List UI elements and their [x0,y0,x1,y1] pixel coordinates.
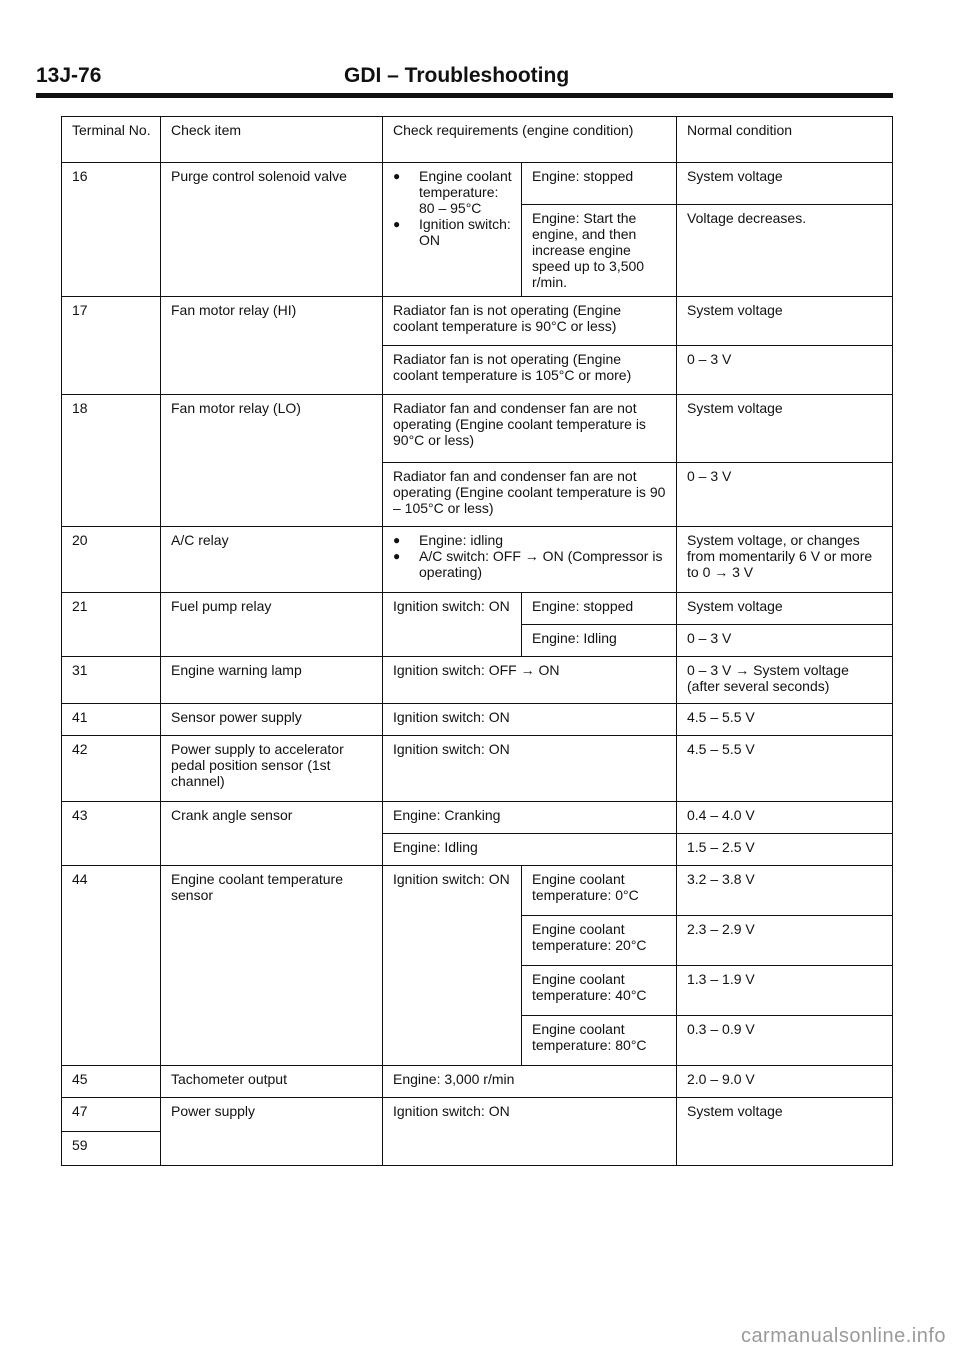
check-item-cell: Sensor power supply [161,704,383,736]
check-item-cell: Purge control solenoid valve [161,163,383,297]
bullet-dot-icon: ● [393,217,401,231]
terminal-cell: 31 [62,657,161,704]
table-row [62,395,893,463]
col-header-normal: Normal condition [677,117,893,163]
table-row [62,866,893,916]
check-item-cell: Fan motor relay (HI) [161,297,383,395]
requirement-cell: Radiator fan is not operating (Engine coolant temperature is 90°C or less) [383,297,677,346]
normal-cell: 0.3 – 0.9 V [677,1016,893,1066]
table-header-row [62,117,893,163]
table-row [62,736,893,802]
header-rule [36,93,893,98]
normal-cell: System voltage [677,163,893,205]
sub-condition-cell: Engine coolant temperature: 40°C [522,966,677,1016]
normal-cell: 2.3 – 2.9 V [677,916,893,966]
normal-cell: 1.5 – 2.5 V [677,834,893,866]
col-header-terminal: Terminal No. [62,117,161,163]
normal-cell: System voltage [677,297,893,346]
bullet-line [393,168,512,216]
normal-cell: 0 – 3 V [677,346,893,395]
table-row [62,1098,893,1132]
table-row [62,657,893,704]
bullet-dot-icon: ● [393,169,401,183]
table-row [62,593,893,625]
terminal-cell: 42 [62,736,161,802]
normal-cell: 0 – 3 V [677,463,893,527]
page-footer-area [0,1230,960,1358]
check-item-cell: Engine warning lamp [161,657,383,704]
sub-condition-cell: Engine coolant temperature: 0°C [522,866,677,916]
requirement-text: Ignition switch: ON [419,216,511,248]
requirement-cell: Radiator fan and condenser fan are not operating (Engine coolant temperature is 90 – 105°C or less) [383,463,677,527]
check-item-cell: Power supply [161,1098,383,1166]
normal-cell: 1.3 – 1.9 V [677,966,893,1016]
requirement-cell: Ignition switch: ON [383,593,522,657]
requirement-cell: Ignition switch: OFF → ON [383,657,677,704]
requirement-cell: Radiator fan and condenser fan are not operating (Engine coolant temperature is 90°C or less) [383,395,677,463]
terminal-cell: 41 [62,704,161,736]
requirement-cell: Engine: Cranking [383,802,677,834]
page-number: 13J-76 [36,64,102,87]
sub-condition-cell: Engine: stopped [522,593,677,625]
check-item-cell: Fan motor relay (LO) [161,395,383,527]
sub-condition-cell: Engine: Idling [522,625,677,657]
terminal-cell: 45 [62,1066,161,1098]
sub-condition-cell: Engine coolant temperature: 80°C [522,1016,677,1066]
normal-cell: 4.5 – 5.5 V [677,704,893,736]
bullet-line [393,216,512,248]
requirement-cell: Engine: 3,000 r/min [383,1066,677,1098]
requirement-cell: Ignition switch: ON [383,1098,677,1166]
requirement-text: Engine: idling [419,532,504,548]
sub-condition-cell: Engine coolant temperature: 20°C [522,916,677,966]
normal-cell: System voltage [677,395,893,463]
check-item-cell: Crank angle sensor [161,802,383,866]
bullet-line [393,532,667,548]
requirement-cell: Ignition switch: ON [383,866,522,1066]
table-row [62,704,893,736]
requirement-cell: Ignition switch: ON [383,704,677,736]
normal-cell: System voltage [677,1098,893,1166]
table-row [62,1066,893,1098]
terminal-cell: 17 [62,297,161,395]
bullet-dot-icon: ● [393,533,401,547]
table-row [62,802,893,834]
normal-cell: 3.2 – 3.8 V [677,866,893,916]
requirement-cell: Engine: Idling [383,834,677,866]
sub-condition-cell: Engine: Start the engine, and then increase engine speed up to 3,500 r/min. [522,205,677,297]
requirement-text: A/C switch: OFF → ON (Compressor is operating) [419,548,663,580]
table-row [62,527,893,593]
check-item-cell: Fuel pump relay [161,593,383,657]
terminal-cell: 43 [62,802,161,866]
normal-cell: System voltage [677,593,893,625]
page-title: GDI – Troubleshooting [344,64,570,87]
requirement-cell [383,163,522,297]
terminal-cell: 44 [62,866,161,1066]
check-item-cell: Tachometer output [161,1066,383,1098]
normal-cell: System voltage, or changes from momentarily 6 V or more to 0 → 3 V [677,527,893,593]
check-item-cell: Power supply to accelerator pedal position sensor (1st channel) [161,736,383,802]
normal-cell: 0.4 – 4.0 V [677,802,893,834]
requirement-cell: Ignition switch: ON [383,736,677,802]
col-header-check-item: Check item [161,117,383,163]
check-item-cell: A/C relay [161,527,383,593]
watermark: carmanualsonline.info [740,1325,946,1347]
normal-cell: 0 – 3 V → System voltage (after several seconds) [677,657,893,704]
table-row [62,163,893,205]
terminal-cell: 59 [62,1132,161,1166]
normal-cell: 2.0 – 9.0 V [677,1066,893,1098]
terminal-cell: 18 [62,395,161,527]
bullet-line [393,548,667,580]
check-item-cell: Engine coolant temperature sensor [161,866,383,1066]
bullet-dot-icon: ● [393,549,401,563]
terminal-cell: 47 [62,1098,161,1132]
sub-condition-cell: Engine: stopped [522,163,677,205]
col-header-requirements: Check requirements (engine condition) [383,117,677,163]
table-row [62,297,893,346]
terminal-cell: 16 [62,163,161,297]
terminal-check-table [61,116,893,1166]
terminal-cell: 21 [62,593,161,657]
requirement-text: Engine coolant temperature: 80 – 95°C [419,168,512,216]
requirement-cell: Radiator fan is not operating (Engine coolant temperature is 105°C or more) [383,346,677,395]
terminal-cell: 20 [62,527,161,593]
requirement-cell [383,527,677,593]
normal-cell: Voltage decreases. [677,205,893,297]
normal-cell: 0 – 3 V [677,625,893,657]
normal-cell: 4.5 – 5.5 V [677,736,893,802]
